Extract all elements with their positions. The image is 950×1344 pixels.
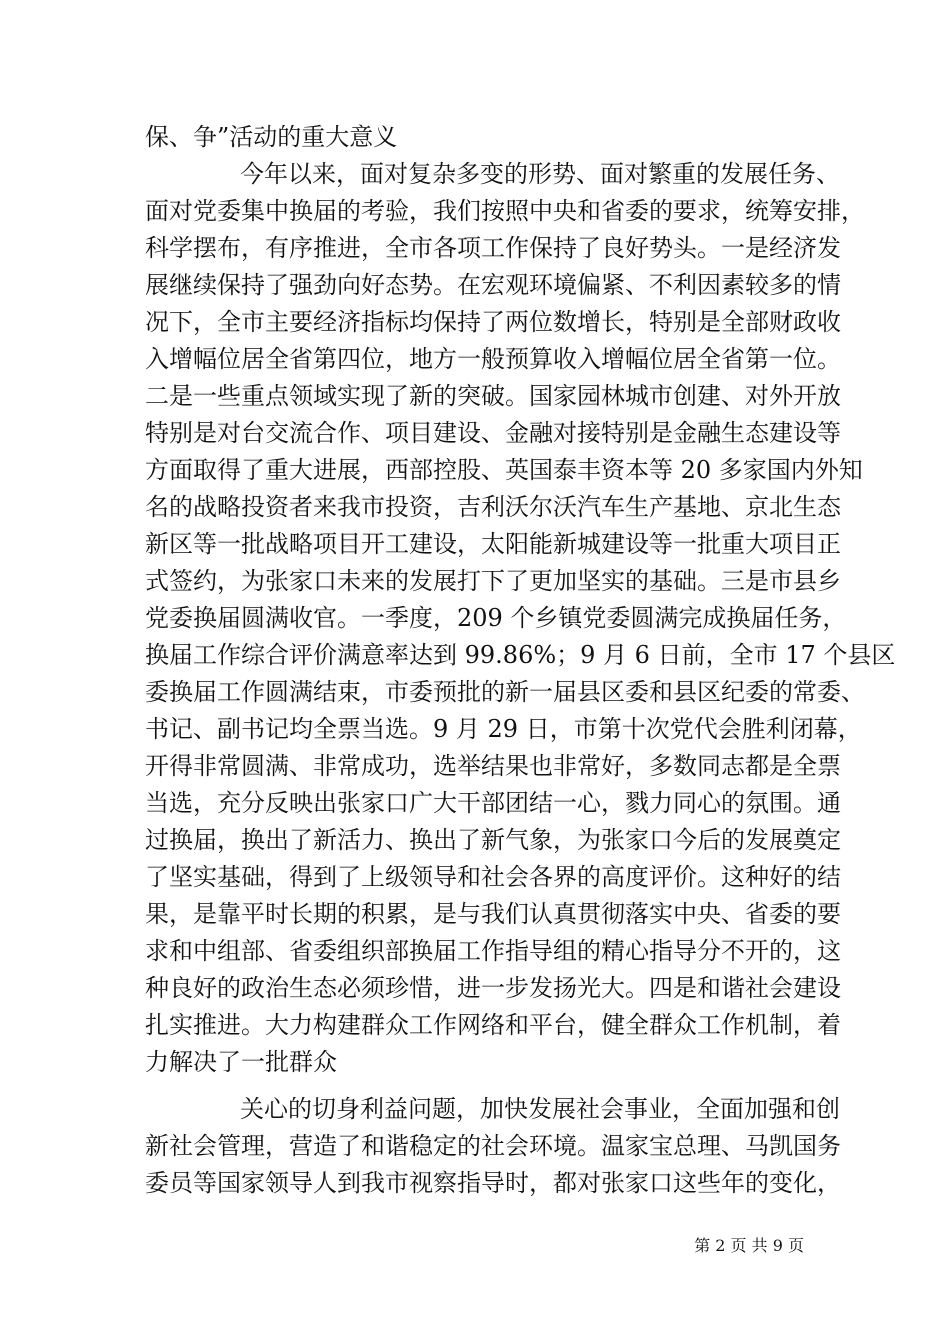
text-line: 关心的切身利益问题，加快发展社会事业，全面加强和创: [240, 1095, 840, 1123]
text-line: 况下，全市主要经济指标均保持了两位数增长，特别是全部财政收: [145, 308, 841, 336]
text-line: 方面取得了重大进展，西部控股、英国泰丰资本等 20 多家国内外知: [145, 456, 863, 484]
text-line: 书记、副书记均全票当选。9 月 29 日，市第十次党代会胜利闭幕，: [145, 715, 862, 743]
text-line: 委换届工作圆满结束，市委预批的新一届县区委和县区纪委的常委、: [145, 678, 865, 706]
text-line: 保、争”活动的重大意义: [145, 123, 398, 151]
text-line: 当选，充分反映出张家口广大干部团结一心，戮力同心的氛围。通: [145, 789, 841, 817]
text-line: 党委换届圆满收官。一季度，209 个乡镇党委圆满完成换届任务，: [145, 604, 847, 632]
text-line: 委员等国家领导人到我市视察指导时，都对张家口这些年的变化，: [145, 1169, 841, 1197]
text-line: 式签约，为张家口未来的发展打下了更加坚实的基础。三是市县乡: [145, 567, 841, 595]
text-line: 求和中组部、省委组织部换届工作指导组的精心指导分不开的，这: [145, 937, 841, 965]
text-line: 展继续保持了强劲向好态势。在宏观环境偏紧、不利因素较多的情: [145, 271, 841, 299]
text-line: 了坚实基础，得到了上级领导和社会各界的高度评价。这种好的结: [145, 863, 841, 891]
text-line: 新区等一批战略项目开工建设，太阳能新城建设等一批重大项目正: [145, 530, 841, 558]
text-line: 面对党委集中换届的考验，我们按照中央和省委的要求，统筹安排，: [145, 197, 865, 225]
text-line: 二是一些重点领域实现了新的突破。国家园林城市创建、对外开放: [145, 382, 841, 410]
text-line: 种良好的政治生态必须珍惜，进一步发扬光大。四是和谐社会建设: [145, 974, 841, 1002]
text-line: 果，是靠平时长期的积累，是与我们认真贯彻落实中央、省委的要: [145, 900, 841, 928]
text-line: 科学摆布，有序推进，全市各项工作保持了良好势头。一是经济发: [145, 234, 841, 262]
text-line: 过换届，换出了新活力、换出了新气象，为张家口今后的发展奠定: [145, 826, 841, 854]
text-line: 今年以来，面对复杂多变的形势、面对繁重的发展任务、: [240, 160, 840, 188]
text-line: 特别是对台交流合作、项目建设、金融对接特别是金融生态建设等: [145, 419, 841, 447]
text-line: 入增幅位居全省第四位，地方一般预算收入增幅位居全省第一位。: [145, 345, 841, 373]
page-number-footer: 第 2 页 共 9 页: [694, 1236, 804, 1255]
text-line: 力解决了一批群众: [145, 1048, 337, 1076]
text-line: 名的战略投资者来我市投资，吉利沃尔沃汽车生产基地、京北生态: [145, 493, 841, 521]
text-line: 新社会管理，营造了和谐稳定的社会环境。温家宝总理、马凯国务: [145, 1132, 841, 1160]
text-line: 换届工作综合评价满意率达到 99.86%；9 月 6 日前，全市 17 个县区: [145, 641, 896, 669]
text-line: 扎实推进。大力构建群众工作网络和平台，健全群众工作机制，着: [145, 1011, 841, 1039]
text-line: 开得非常圆满、非常成功，选举结果也非常好，多数同志都是全票: [145, 752, 841, 780]
